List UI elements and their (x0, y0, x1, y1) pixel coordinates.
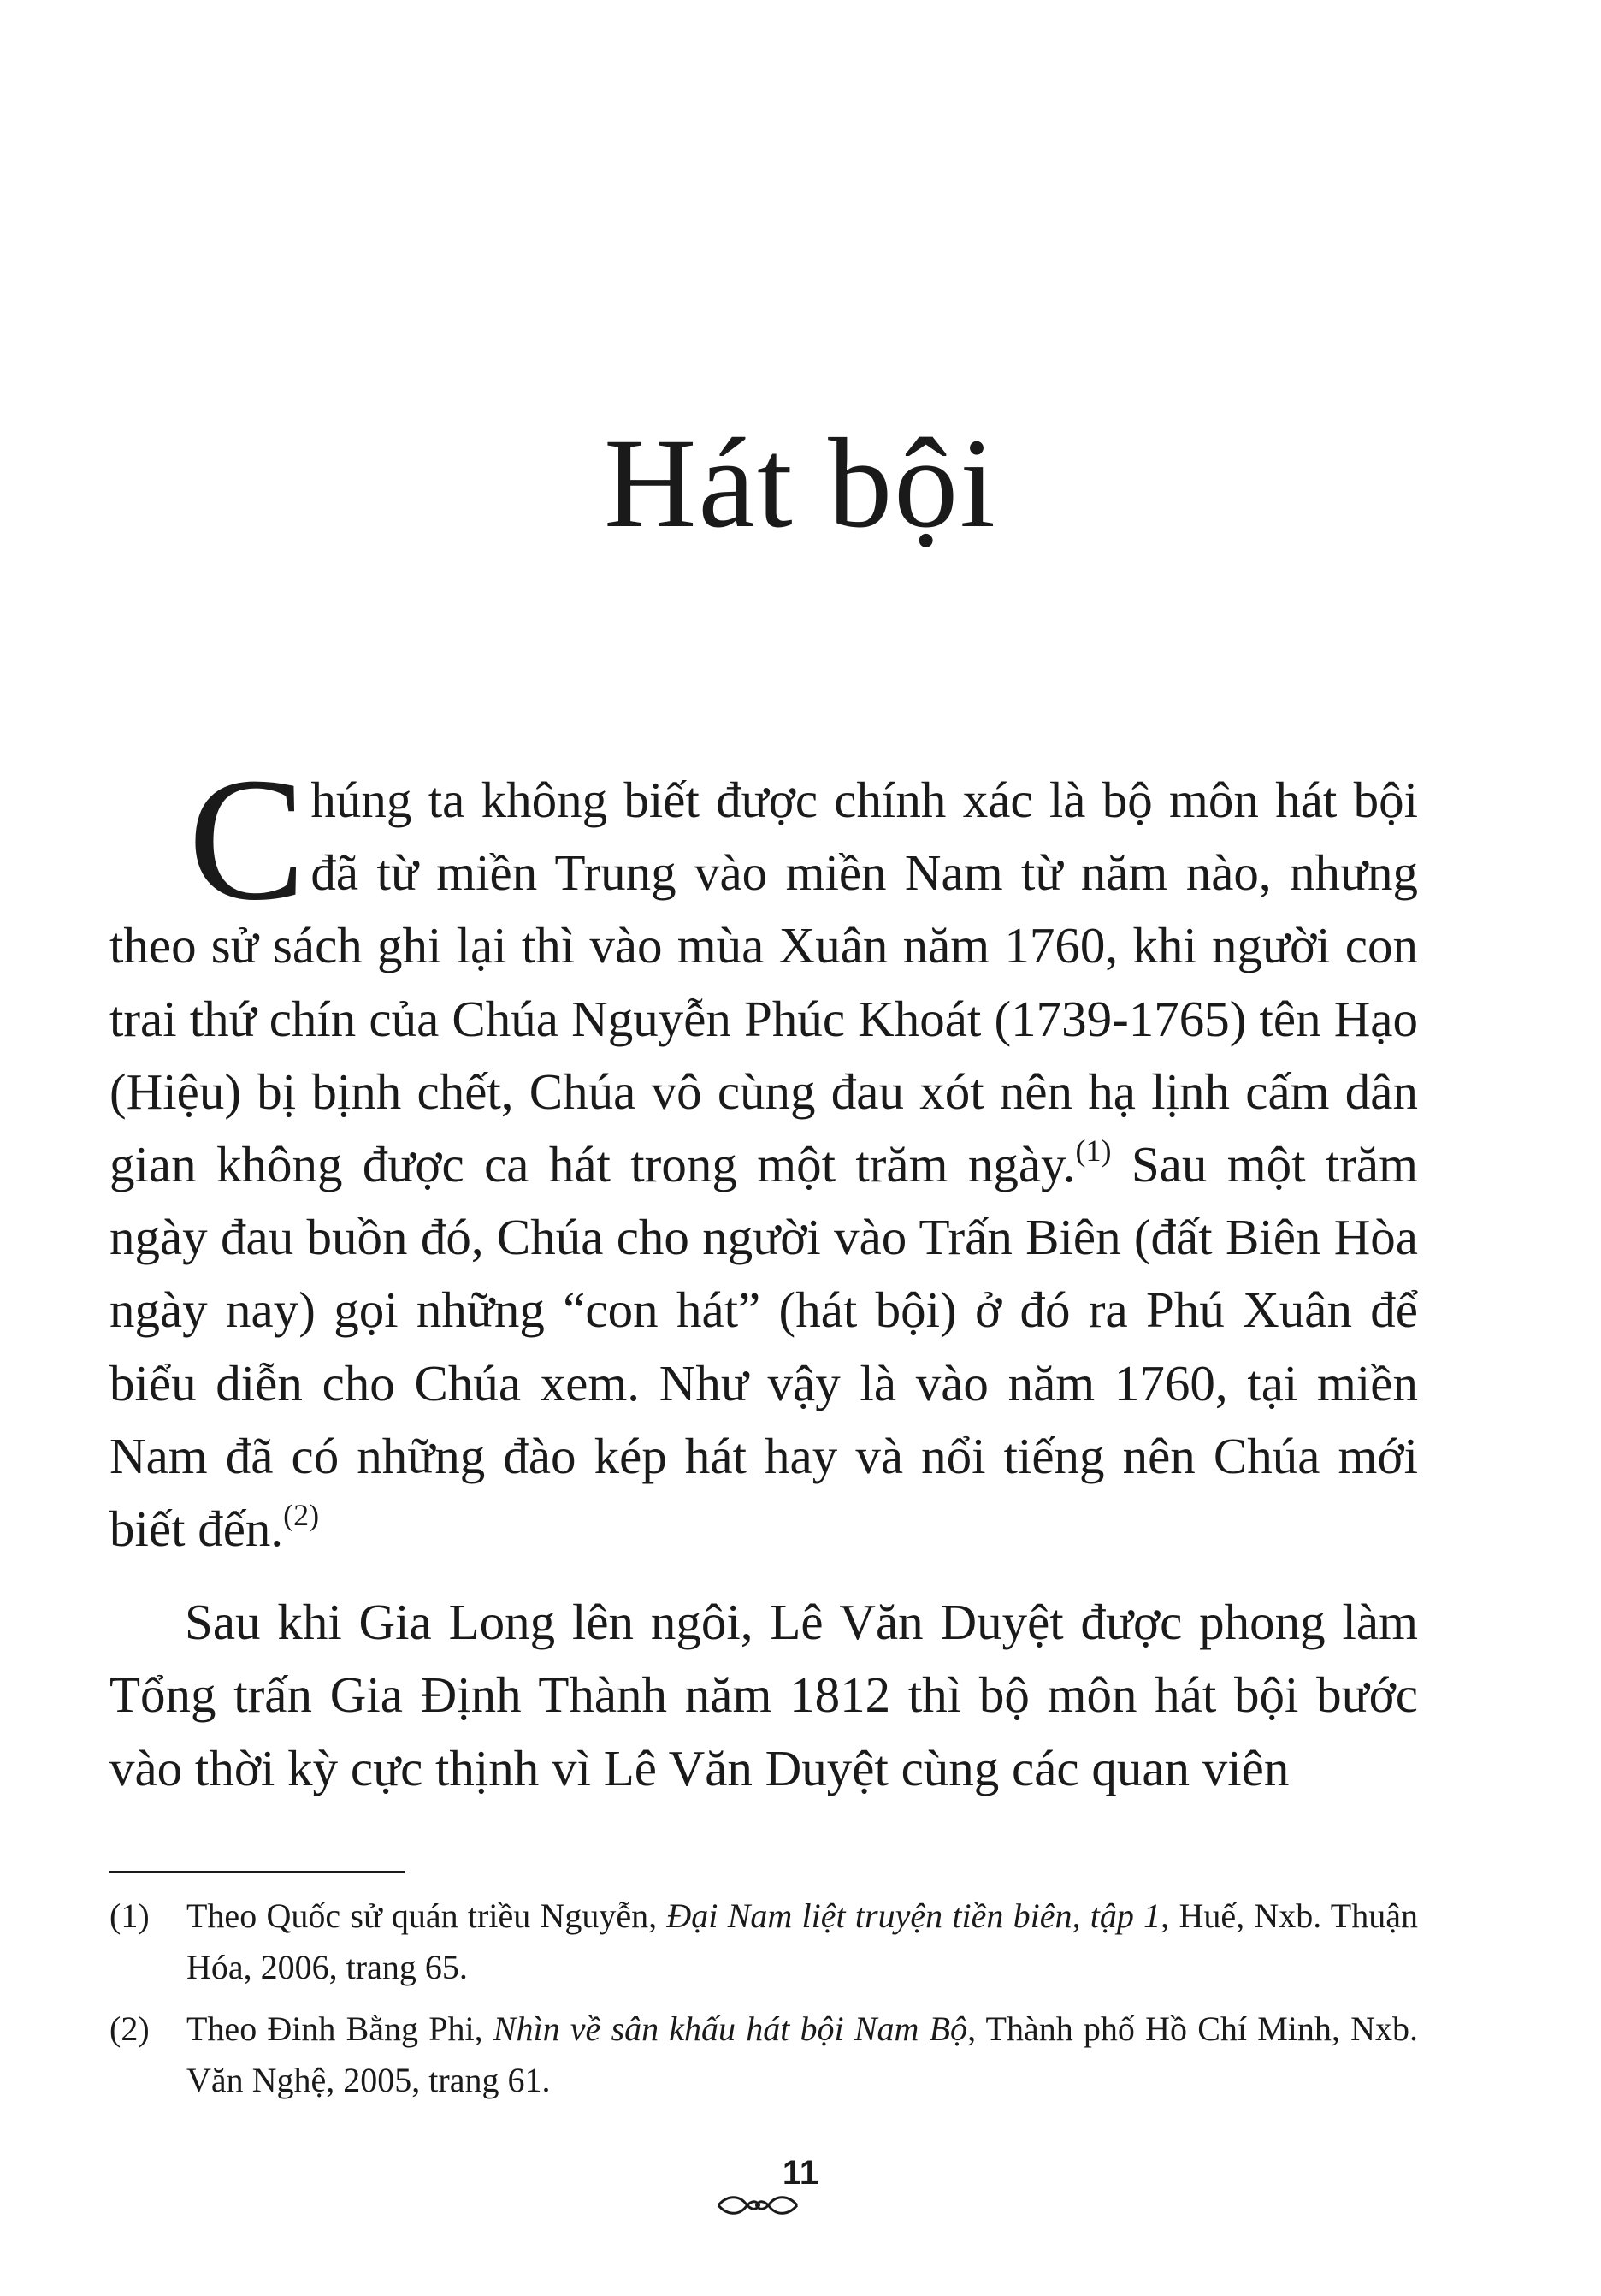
footnote-1 (109, 1891, 1418, 1993)
footnote-title: Đại Nam liệt truyện tiền biên, tập 1 (666, 1897, 1161, 1935)
footnote-text: Theo Quốc sử quán triều Nguyễn, (186, 1897, 667, 1935)
footnote-ref-1: (1) (1075, 1133, 1112, 1169)
drop-cap: C (188, 741, 306, 937)
footnote-ref-2: (2) (283, 1498, 320, 1533)
footnote-number: (1) (109, 1897, 150, 1935)
footnote-text: Theo Đinh Bằng Phi, (186, 2009, 493, 2048)
footnote-text: , Huế, Nxb. Thuận Hóa, 2006, trang 65. (186, 1897, 1418, 1986)
page-number: 11 (782, 2154, 819, 2192)
footnote-title: Nhìn về sân khấu hát bội Nam Bộ (493, 2009, 968, 2048)
paragraph-1 (109, 741, 1418, 1565)
body-text (109, 741, 1418, 1805)
footnotes (109, 1891, 1418, 2116)
chapter-title: Hát bội (604, 412, 997, 554)
paragraph-1-text-b: Sau một trăm ngày đau buồn đó, Chúa cho người vào Trấn Biên (đất Biên Hòa ngày nay) gọi những “con hát” (hát bội) ở đó ra Phú Xuân để biểu diễn cho Chúa xem. Như vậy là vào năm 1760, tại miền Nam đã có những đào kép hát hay và nổi tiếng nên Chúa mới biết đến. (109, 1136, 1418, 1558)
scroll-flourish-icon (715, 2192, 800, 2219)
footnote-divider (109, 1871, 405, 1873)
paragraph-1-text-a: húng ta không biết được chính xác là bộ môn hát bội đã từ miền Trung vào miền Nam từ năm nào, nhưng theo sử sách ghi lại thì vào mùa Xuân năm 1760, khi người con trai thứ chín của Chúa Nguyễn Phúc Khoát (1739-1765) tên Hạo (Hiệu) bị bịnh chết, Chúa vô cùng đau xót nên hạ lịnh cấm dân gian không được ca hát trong một trăm ngày. (109, 772, 1418, 1193)
footnote-number: (2) (109, 2009, 150, 2048)
paragraph-2: Sau khi Gia Long lên ngôi, Lê Văn Duyệt được phong làm Tổng trấn Gia Định Thành năm 1812 thì bộ môn hát bội bước vào thời kỳ cực thịnh vì Lê Văn Duyệt cùng các quan viên (109, 1594, 1418, 1796)
footnote-text: , Thành phố Hồ Chí Minh, Nxb. Văn Nghệ, 2005, trang 61. (186, 2009, 1418, 2099)
footnote-2 (109, 2003, 1418, 2106)
